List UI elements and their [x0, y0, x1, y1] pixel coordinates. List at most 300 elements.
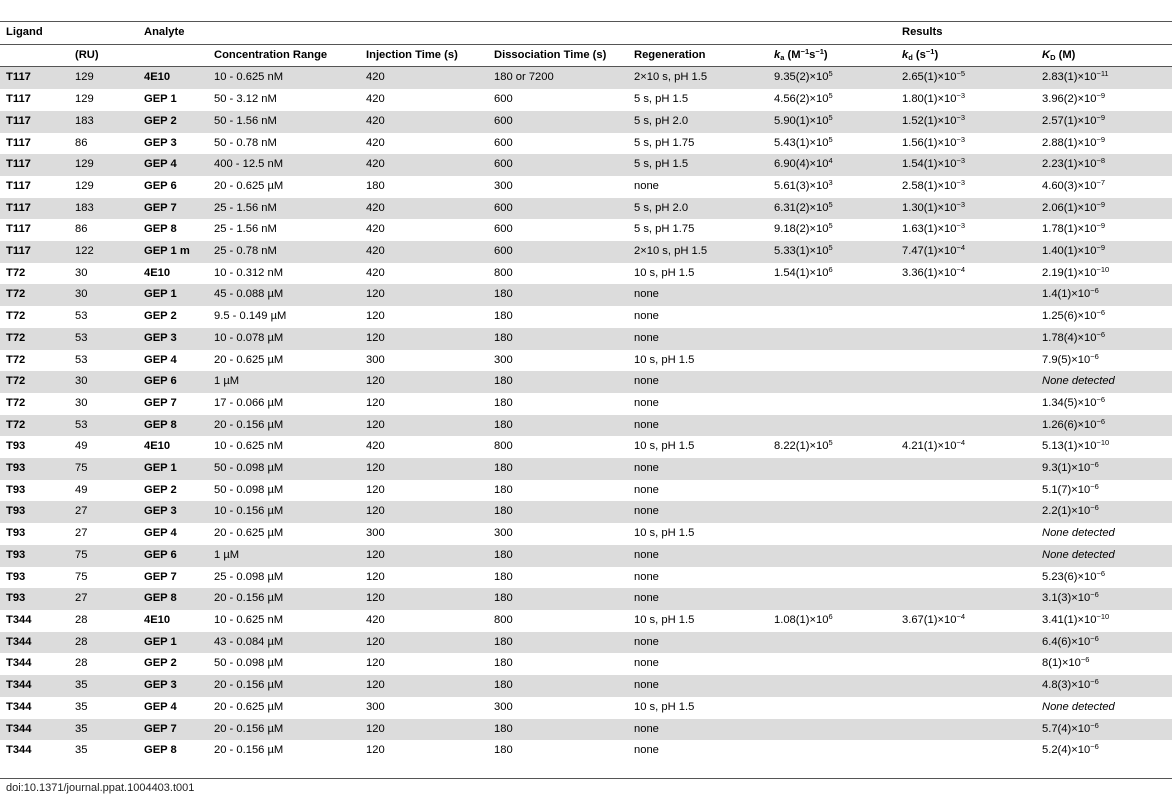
cell-ligand: T117 — [6, 223, 31, 236]
cell-analyte: GEP 4 — [144, 527, 177, 540]
cell-ru: 75 — [69, 458, 138, 480]
cell-kd — [896, 632, 1036, 654]
cell-ligand: T344 — [0, 632, 69, 654]
cell-ka: $5.43(1)\times 10^5$ — [774, 134, 833, 149]
cell-concentration: 20 - 0.156 µM — [208, 415, 360, 437]
cell-injection-time: 300 — [366, 353, 385, 366]
table-row — [0, 458, 1172, 480]
cell-ru: 35 — [75, 744, 88, 757]
cell-ka — [768, 393, 896, 415]
cell-KD: $4.8(3)\times 10^{-6}$ — [1036, 675, 1172, 697]
cell-dissociation-time: 300 — [494, 353, 513, 366]
cell-ligand: T117 — [6, 93, 31, 106]
cell-ka: $9.35(2)\times 10^5$ — [768, 67, 896, 89]
cell-analyte: GEP 2 — [144, 657, 177, 670]
cell-ligand: T117 — [0, 154, 69, 176]
table-row — [0, 675, 1172, 697]
cell-KD: $2.19(1)\times 10^{-10}$ — [1042, 264, 1110, 279]
cell-ka: $8.22(1)\times 10^5$ — [774, 438, 833, 453]
table-row — [0, 610, 1172, 632]
cell-ka: $6.90(4)\times 10^4$ — [768, 154, 896, 176]
cell-ligand: T117 — [0, 111, 69, 133]
cell-injection-time: 120 — [366, 744, 385, 757]
cell-concentration: 50 - 0.78 nM — [214, 136, 277, 149]
cell-kd — [896, 480, 1036, 502]
table-row — [0, 306, 1172, 328]
cell-KD: $3.96(2)\times 10^{-9}$ — [1042, 91, 1105, 106]
cell-kd — [896, 458, 1036, 480]
cell-ru: 129 — [75, 179, 94, 192]
cell-ru: 28 — [75, 613, 88, 626]
cell-ligand: T72 — [0, 284, 69, 306]
cell-KD: $1.4(1)\times 10^{-6}$ — [1036, 284, 1172, 306]
cell-regeneration: none — [628, 501, 768, 523]
cell-injection-time: 420 — [366, 136, 385, 149]
cell-kd — [896, 501, 1036, 523]
header-regeneration: Regeneration — [628, 44, 768, 67]
cell-ru: 28 — [69, 632, 138, 654]
cell-kd — [896, 545, 1036, 567]
cell-regeneration: 5 s, pH 1.75 — [634, 223, 695, 236]
cell-concentration: 20 - 0.625 µM — [214, 527, 284, 540]
cell-kd — [896, 675, 1036, 697]
cell-ligand: T72 — [6, 353, 26, 366]
cell-dissociation-time: 600 — [494, 93, 513, 106]
cell-ka — [768, 328, 896, 350]
cell-dissociation-time: 180 — [488, 632, 628, 654]
cell-regeneration: none — [628, 371, 768, 393]
cell-analyte: GEP 2 — [138, 111, 208, 133]
cell-injection-time: 420 — [366, 93, 385, 106]
cell-regeneration: none — [634, 483, 659, 496]
cell-regeneration: none — [634, 179, 659, 192]
cell-kd — [896, 740, 1036, 762]
cell-analyte: GEP 4 — [138, 154, 208, 176]
cell-kd: $1.52(1)\times 10^{-3}$ — [896, 111, 1036, 133]
table-row — [0, 653, 1172, 675]
cell-concentration: 20 - 0.625 µM — [214, 700, 284, 713]
cell-analyte: GEP 8 — [144, 223, 177, 236]
cell-kd — [896, 393, 1036, 415]
cell-ru: 122 — [69, 241, 138, 263]
cell-concentration: 20 - 0.156 µM — [208, 588, 360, 610]
cell-concentration: 20 - 0.156 µM — [214, 744, 284, 757]
cell-KD: $5.13(1)\times 10^{-10}$ — [1042, 438, 1110, 453]
bottom-rule — [0, 778, 1172, 779]
cell-ka — [768, 675, 896, 697]
cell-analyte: 4E10 — [144, 613, 171, 626]
cell-ka — [768, 501, 896, 523]
cell-KD: None detected — [1042, 700, 1115, 713]
cell-ligand: T344 — [6, 700, 32, 713]
cell-ru: 30 — [75, 266, 88, 279]
cell-regeneration: 2×10 s, pH 1.5 — [628, 67, 768, 89]
cell-KD: None detected — [1042, 527, 1115, 540]
cell-analyte: GEP 1 — [138, 632, 208, 654]
cell-concentration: 20 - 0.625 µM — [214, 353, 284, 366]
cell-ligand: T93 — [0, 588, 69, 610]
cell-regeneration: 10 s, pH 1.5 — [634, 266, 695, 279]
cell-analyte: GEP 2 — [144, 483, 177, 496]
cell-analyte: GEP 2 — [144, 310, 177, 323]
table-row — [0, 263, 1172, 285]
cell-kd — [896, 523, 1036, 545]
cell-injection-time: 120 — [360, 545, 488, 567]
cell-concentration: 43 - 0.084 µM — [208, 632, 360, 654]
table-row — [0, 415, 1172, 437]
cell-dissociation-time: 180 — [488, 675, 628, 697]
cell-KD: $1.40(1)\times 10^{-9}$ — [1036, 241, 1172, 263]
cell-ka: $4.56(2)\times 10^5$ — [774, 91, 833, 106]
cell-regeneration: 5 s, pH 1.75 — [634, 136, 695, 149]
cell-regeneration: none — [628, 458, 768, 480]
cell-dissociation-time: 180 — [488, 588, 628, 610]
cell-ligand: T72 — [6, 310, 26, 323]
cell-kd: $1.54(1)\times 10^{-3}$ — [896, 154, 1036, 176]
cell-KD: $7.9(5)\times 10^{-6}$ — [1042, 351, 1099, 366]
cell-kd: $3.36(1)\times 10^{-4}$ — [902, 264, 965, 279]
header-ru: (RU) — [69, 44, 138, 67]
cell-KD: $3.1(3)\times 10^{-6}$ — [1036, 588, 1172, 610]
cell-regeneration: 10 s, pH 1.5 — [634, 700, 695, 713]
header-analyte: Analyte — [138, 22, 896, 45]
cell-injection-time: 420 — [366, 613, 385, 626]
cell-ligand: T344 — [0, 675, 69, 697]
cell-analyte: GEP 3 — [138, 328, 208, 350]
cell-analyte: GEP 6 — [138, 545, 208, 567]
cell-concentration: 25 - 1.56 nM — [214, 223, 277, 236]
cell-ligand: T93 — [6, 440, 26, 453]
cell-KD: $6.4(6)\times 10^{-6}$ — [1036, 632, 1172, 654]
cell-ligand: T93 — [0, 458, 69, 480]
table-row — [0, 154, 1172, 176]
cell-dissociation-time: 180 — [488, 371, 628, 393]
cell-KD: $1.78(4)\times 10^{-6}$ — [1036, 328, 1172, 350]
cell-dissociation-time: 600 — [488, 198, 628, 220]
cell-kd — [896, 653, 1036, 675]
table-row — [0, 350, 1172, 372]
cell-kd: $1.80(1)\times 10^{-3}$ — [902, 91, 965, 106]
cell-analyte: GEP 1 — [138, 458, 208, 480]
cell-regeneration: none — [634, 310, 659, 323]
cell-ru: 35 — [75, 700, 88, 713]
cell-regeneration: none — [634, 744, 659, 757]
cell-dissociation-time: 180 — [494, 744, 513, 757]
cell-KD: $3.41(1)\times 10^{-10}$ — [1042, 611, 1110, 626]
cell-dissociation-time: 800 — [494, 266, 513, 279]
cell-kd — [896, 350, 1036, 372]
cell-ru: 86 — [75, 223, 88, 236]
cell-concentration: 1 µM — [208, 545, 360, 567]
cell-ligand: T93 — [0, 545, 69, 567]
cell-regeneration: 10 s, pH 1.5 — [634, 613, 695, 626]
table-row — [0, 133, 1172, 155]
cell-analyte: GEP 1 — [144, 93, 177, 106]
cell-KD: $2.2(1)\times 10^{-6}$ — [1036, 501, 1172, 523]
cell-concentration: 20 - 0.156 µM — [208, 719, 360, 741]
cell-concentration: 20 - 0.156 µM — [208, 675, 360, 697]
cell-concentration: 25 - 0.78 nM — [208, 241, 360, 263]
cell-ru: 27 — [69, 501, 138, 523]
cell-ligand: T72 — [0, 415, 69, 437]
cell-ka — [768, 415, 896, 437]
table-row — [0, 523, 1172, 545]
cell-ligand: T117 — [6, 136, 31, 149]
cell-injection-time: 180 — [366, 179, 385, 192]
header-dissociation-time: Dissociation Time (s) — [488, 44, 628, 67]
table-row — [0, 241, 1172, 263]
cell-KD: $9.3(1)\times 10^{-6}$ — [1036, 458, 1172, 480]
cell-analyte: GEP 3 — [138, 501, 208, 523]
cell-ligand: T93 — [6, 483, 26, 496]
cell-ligand: T93 — [6, 527, 26, 540]
cell-ka — [768, 697, 896, 719]
cell-concentration: 10 - 0.078 µM — [208, 328, 360, 350]
cell-analyte: GEP 8 — [144, 744, 177, 757]
cell-dissociation-time: 800 — [494, 613, 513, 626]
cell-regeneration: none — [634, 570, 659, 583]
cell-injection-time: 120 — [366, 310, 385, 323]
cell-regeneration: none — [628, 545, 768, 567]
table-row — [0, 436, 1172, 458]
cell-injection-time: 420 — [360, 198, 488, 220]
cell-ru: 27 — [69, 588, 138, 610]
cell-ka — [768, 653, 896, 675]
cell-injection-time: 120 — [360, 501, 488, 523]
cell-kd: $4.21(1)\times 10^{-4}$ — [902, 438, 965, 453]
cell-ligand: T117 — [0, 241, 69, 263]
cell-ka — [768, 567, 896, 589]
cell-analyte: GEP 6 — [138, 371, 208, 393]
cell-injection-time: 120 — [366, 657, 385, 670]
table-row — [0, 176, 1172, 198]
cell-ru: 129 — [69, 154, 138, 176]
cell-concentration: 10 - 0.625 nM — [214, 440, 284, 453]
cell-kd: $7.47(1)\times 10^{-4}$ — [896, 241, 1036, 263]
cell-ka — [768, 545, 896, 567]
cell-dissociation-time: 300 — [494, 179, 513, 192]
cell-KD: None detected — [1036, 371, 1172, 393]
cell-regeneration: 5 s, pH 2.0 — [628, 111, 768, 133]
cell-analyte: GEP 1 — [138, 284, 208, 306]
cell-concentration: 9.5 - 0.149 µM — [214, 310, 287, 323]
cell-analyte: GEP 6 — [144, 179, 177, 192]
cell-KD: $5.1(7)\times 10^{-6}$ — [1042, 481, 1099, 496]
cell-dissociation-time: 300 — [494, 700, 513, 713]
cell-analyte: GEP 3 — [138, 675, 208, 697]
cell-ru: 49 — [75, 483, 88, 496]
cell-kd: $1.30(1)\times 10^{-3}$ — [896, 198, 1036, 220]
cell-concentration: 25 - 1.56 nM — [208, 198, 360, 220]
cell-injection-time: 120 — [360, 458, 488, 480]
cell-kd — [896, 328, 1036, 350]
cell-ru: 30 — [69, 371, 138, 393]
cell-ka — [768, 371, 896, 393]
cell-regeneration: none — [628, 328, 768, 350]
cell-ka — [768, 350, 896, 372]
header-empty — [0, 44, 69, 67]
cell-injection-time: 120 — [366, 396, 385, 409]
cell-concentration: 50 - 0.098 µM — [214, 657, 284, 670]
cell-regeneration: 10 s, pH 1.5 — [634, 440, 695, 453]
cell-kd — [896, 588, 1036, 610]
cell-ru: 30 — [69, 284, 138, 306]
cell-ru: 53 — [69, 328, 138, 350]
cell-ligand: T93 — [0, 501, 69, 523]
cell-analyte: GEP 4 — [144, 700, 177, 713]
cell-regeneration: 5 s, pH 1.5 — [634, 93, 689, 106]
cell-dissociation-time: 180 — [494, 657, 513, 670]
cell-ka — [768, 284, 896, 306]
cell-analyte: GEP 7 — [138, 719, 208, 741]
cell-ligand: T117 — [6, 179, 31, 192]
cell-injection-time: 120 — [360, 328, 488, 350]
cell-regeneration: 10 s, pH 1.5 — [634, 527, 695, 540]
cell-KD: $2.83(1)\times 10^{-11}$ — [1036, 67, 1172, 89]
table-row — [0, 393, 1172, 415]
cell-analyte: 4E10 — [144, 266, 171, 279]
table-row — [0, 697, 1172, 719]
table-row — [0, 328, 1172, 350]
cell-injection-time: 120 — [360, 675, 488, 697]
cell-regeneration: 5 s, pH 1.5 — [628, 154, 768, 176]
cell-concentration: 10 - 0.625 nM — [214, 613, 284, 626]
cell-ru: 129 — [69, 67, 138, 89]
cell-ligand: T344 — [6, 613, 32, 626]
cell-injection-time: 300 — [366, 527, 385, 540]
table-row — [0, 501, 1172, 523]
table-row — [0, 371, 1172, 393]
cell-dissociation-time: 180 — [494, 310, 513, 323]
cell-ka: $6.31(2)\times 10^5$ — [768, 198, 896, 220]
cell-dissociation-time: 180 — [494, 396, 513, 409]
cell-concentration: 17 - 0.066 µM — [214, 396, 284, 409]
cell-concentration: 50 - 1.56 nM — [208, 111, 360, 133]
table-row — [0, 719, 1172, 741]
cell-KD: $5.23(6)\times 10^{-6}$ — [1042, 568, 1105, 583]
header-ligand: Ligand — [0, 22, 138, 45]
cell-analyte: GEP 3 — [144, 136, 177, 149]
cell-dissociation-time: 180 — [488, 719, 628, 741]
header-concentration: Concentration Range — [208, 44, 360, 67]
top-rule — [0, 0, 1172, 22]
table-row — [0, 67, 1172, 89]
cell-kd: $2.65(1)\times 10^{-5}$ — [896, 67, 1036, 89]
cell-ru: 30 — [75, 396, 88, 409]
cell-kd: $1.63(1)\times 10^{-3}$ — [902, 221, 965, 236]
header-KD: $K_D$ (M) — [1036, 44, 1172, 67]
cell-analyte: GEP 7 — [144, 396, 177, 409]
table-row — [0, 480, 1172, 502]
cell-concentration: 400 - 12.5 nM — [208, 154, 360, 176]
cell-kd — [896, 306, 1036, 328]
cell-ru: 75 — [69, 545, 138, 567]
cell-ru: 49 — [75, 440, 88, 453]
cell-regeneration: none — [628, 415, 768, 437]
cell-ka — [768, 523, 896, 545]
cell-ka — [768, 632, 896, 654]
table-row — [0, 588, 1172, 610]
cell-analyte: GEP 8 — [138, 588, 208, 610]
cell-injection-time: 120 — [360, 632, 488, 654]
header-injection-time: Injection Time (s) — [360, 44, 488, 67]
cell-dissociation-time: 180 — [488, 415, 628, 437]
cell-analyte: 4E10 — [138, 67, 208, 89]
cell-ka: $5.90(1)\times 10^5$ — [768, 111, 896, 133]
cell-regeneration: 2×10 s, pH 1.5 — [628, 241, 768, 263]
cell-KD: $2.88(1)\times 10^{-9}$ — [1042, 134, 1105, 149]
table-row — [0, 111, 1172, 133]
cell-injection-time: 420 — [360, 154, 488, 176]
cell-ligand: T117 — [0, 198, 69, 220]
cell-ka: $5.61(3)\times 10^3$ — [774, 177, 833, 192]
cell-injection-time: 120 — [366, 483, 385, 496]
header-kd: $k_d$ $(s^{-1})$ — [896, 44, 1036, 67]
cell-ligand: T72 — [0, 328, 69, 350]
cell-dissociation-time: 600 — [488, 111, 628, 133]
header-row-groups — [0, 22, 1172, 45]
cell-KD: $1.26(6)\times 10^{-6}$ — [1036, 415, 1172, 437]
cell-concentration: 50 - 0.098 µM — [214, 483, 284, 496]
cell-ru: 35 — [69, 675, 138, 697]
table-row — [0, 545, 1172, 567]
table-body — [0, 67, 1172, 762]
table-row — [0, 632, 1172, 654]
cell-analyte: 4E10 — [144, 440, 171, 453]
cell-dissociation-time: 180 — [488, 545, 628, 567]
cell-regeneration: none — [628, 632, 768, 654]
cell-ka — [768, 458, 896, 480]
cell-injection-time: 420 — [366, 223, 385, 236]
header-ka: $k_a$ $(M^{-1}s^{-1})$ — [768, 44, 896, 67]
cell-ligand: T72 — [0, 371, 69, 393]
cell-regeneration: 5 s, pH 2.0 — [628, 198, 768, 220]
cell-dissociation-time: 800 — [494, 440, 513, 453]
cell-regeneration: none — [628, 719, 768, 741]
cell-ru: 183 — [69, 111, 138, 133]
cell-ru: 129 — [75, 93, 94, 106]
cell-KD: $1.78(1)\times 10^{-9}$ — [1042, 221, 1105, 236]
cell-ka: $1.54(1)\times 10^6$ — [774, 264, 833, 279]
cell-concentration: 50 - 3.12 nM — [214, 93, 277, 106]
cell-ru: 53 — [75, 310, 88, 323]
cell-regeneration: 10 s, pH 1.5 — [634, 353, 695, 366]
cell-analyte: GEP 4 — [144, 353, 177, 366]
cell-injection-time: 420 — [360, 111, 488, 133]
cell-KD: $4.60(3)\times 10^{-7}$ — [1042, 177, 1105, 192]
cell-kd — [896, 567, 1036, 589]
cell-injection-time: 120 — [360, 371, 488, 393]
cell-regeneration: none — [628, 675, 768, 697]
cell-regeneration: none — [634, 657, 659, 670]
cell-dissociation-time: 600 — [494, 223, 513, 236]
cell-dissociation-time: 300 — [494, 527, 513, 540]
cell-ru: 75 — [75, 570, 88, 583]
cell-ru: 27 — [75, 527, 88, 540]
cell-ligand: T72 — [6, 266, 26, 279]
cell-regeneration: none — [628, 284, 768, 306]
cell-injection-time: 420 — [366, 440, 385, 453]
cell-kd: $1.56(1)\times 10^{-3}$ — [902, 134, 965, 149]
cell-ligand: T344 — [6, 744, 32, 757]
cell-ka: $1.08(1)\times 10^6$ — [774, 611, 833, 626]
table-row — [0, 198, 1172, 220]
cell-ru: 53 — [75, 353, 88, 366]
cell-ru: 28 — [75, 657, 88, 670]
cell-dissociation-time: 600 — [494, 136, 513, 149]
cell-KD: $2.06(1)\times 10^{-9}$ — [1036, 198, 1172, 220]
cell-analyte: GEP 8 — [138, 415, 208, 437]
